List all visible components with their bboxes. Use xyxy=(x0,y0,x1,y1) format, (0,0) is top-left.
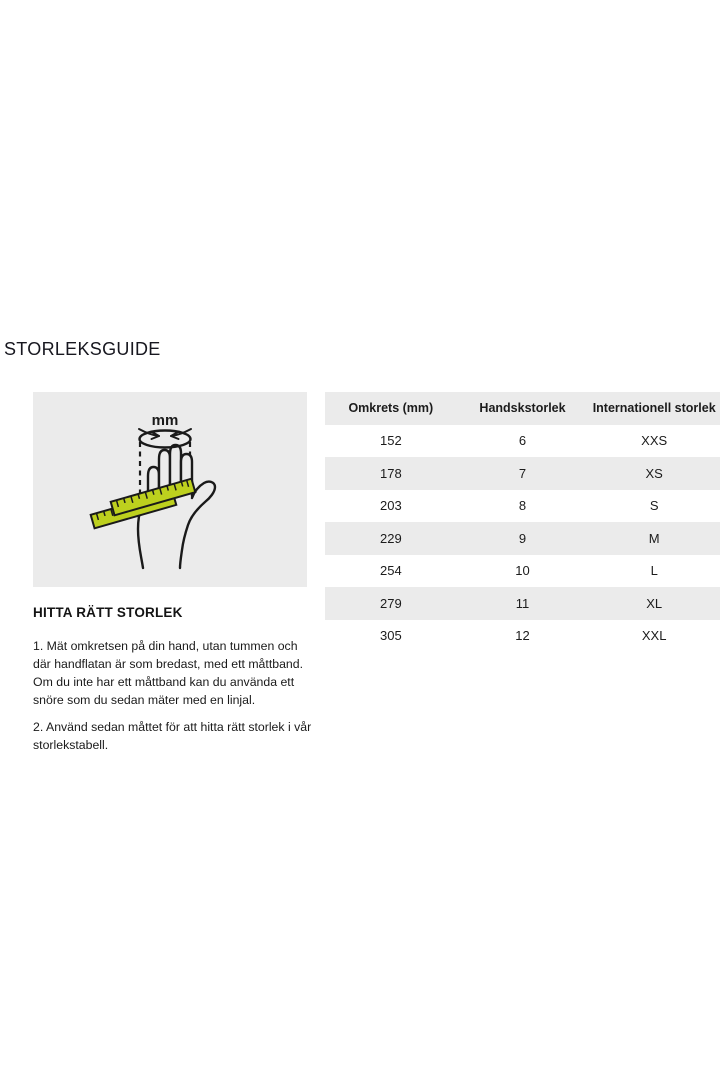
table-row xyxy=(325,425,720,458)
mm-label: mm xyxy=(151,412,179,429)
cell-international-size: S xyxy=(649,498,659,514)
instructions-heading: HITTA RÄTT STORLEK xyxy=(33,605,183,620)
instruction-step-1: 1. Mät omkretsen på din hand, utan tummen och där handflatan är som bredast, med ett måttband. Om du inte har ett måttband kan du använda ett snöre som du sedan mäter med en linjal. xyxy=(33,639,304,707)
column-header-circumference: Omkrets (mm) xyxy=(348,401,434,416)
table-row xyxy=(325,555,720,588)
cell-circumference: 305 xyxy=(379,628,402,644)
cell-circumference: 178 xyxy=(379,465,402,481)
table-row xyxy=(325,587,720,620)
cell-glove-size: 8 xyxy=(518,498,527,514)
instructions-steps xyxy=(33,637,315,763)
cell-glove-size: 7 xyxy=(518,465,527,481)
cell-glove-size: 10 xyxy=(515,563,530,579)
cell-international-size: M xyxy=(648,530,660,546)
column-header-glove-size: Handskstorlek xyxy=(479,401,566,416)
size-table-header-row xyxy=(325,392,720,425)
cell-circumference: 254 xyxy=(379,563,402,579)
hand-measurement-drawing xyxy=(33,392,307,587)
cell-glove-size: 12 xyxy=(515,628,530,644)
cell-glove-size: 11 xyxy=(515,595,530,611)
cell-glove-size: 9 xyxy=(518,530,527,546)
cell-international-size: XXL xyxy=(641,628,667,644)
table-row xyxy=(325,522,720,555)
table-row xyxy=(325,620,720,653)
cell-glove-size: 6 xyxy=(518,433,527,449)
cell-international-size: XS xyxy=(645,465,663,481)
column-header-international-size: Internationell storlek xyxy=(592,401,716,416)
page-title: STORLEKSGUIDE xyxy=(4,339,161,359)
cell-international-size: XXS xyxy=(641,433,668,449)
cell-circumference: 229 xyxy=(379,530,402,546)
cell-circumference: 152 xyxy=(379,433,402,449)
table-row xyxy=(325,457,720,490)
cell-circumference: 203 xyxy=(379,498,402,514)
table-row xyxy=(325,490,720,523)
cell-circumference: 279 xyxy=(379,595,402,611)
cell-international-size: L xyxy=(650,563,658,579)
instruction-step-2: 2. Använd sedan måttet för att hitta rätt storlek i vår storlekstabell. xyxy=(33,720,312,752)
hand-measurement-illustration xyxy=(33,392,307,587)
cell-international-size: XL xyxy=(646,595,663,611)
size-table xyxy=(325,392,720,652)
